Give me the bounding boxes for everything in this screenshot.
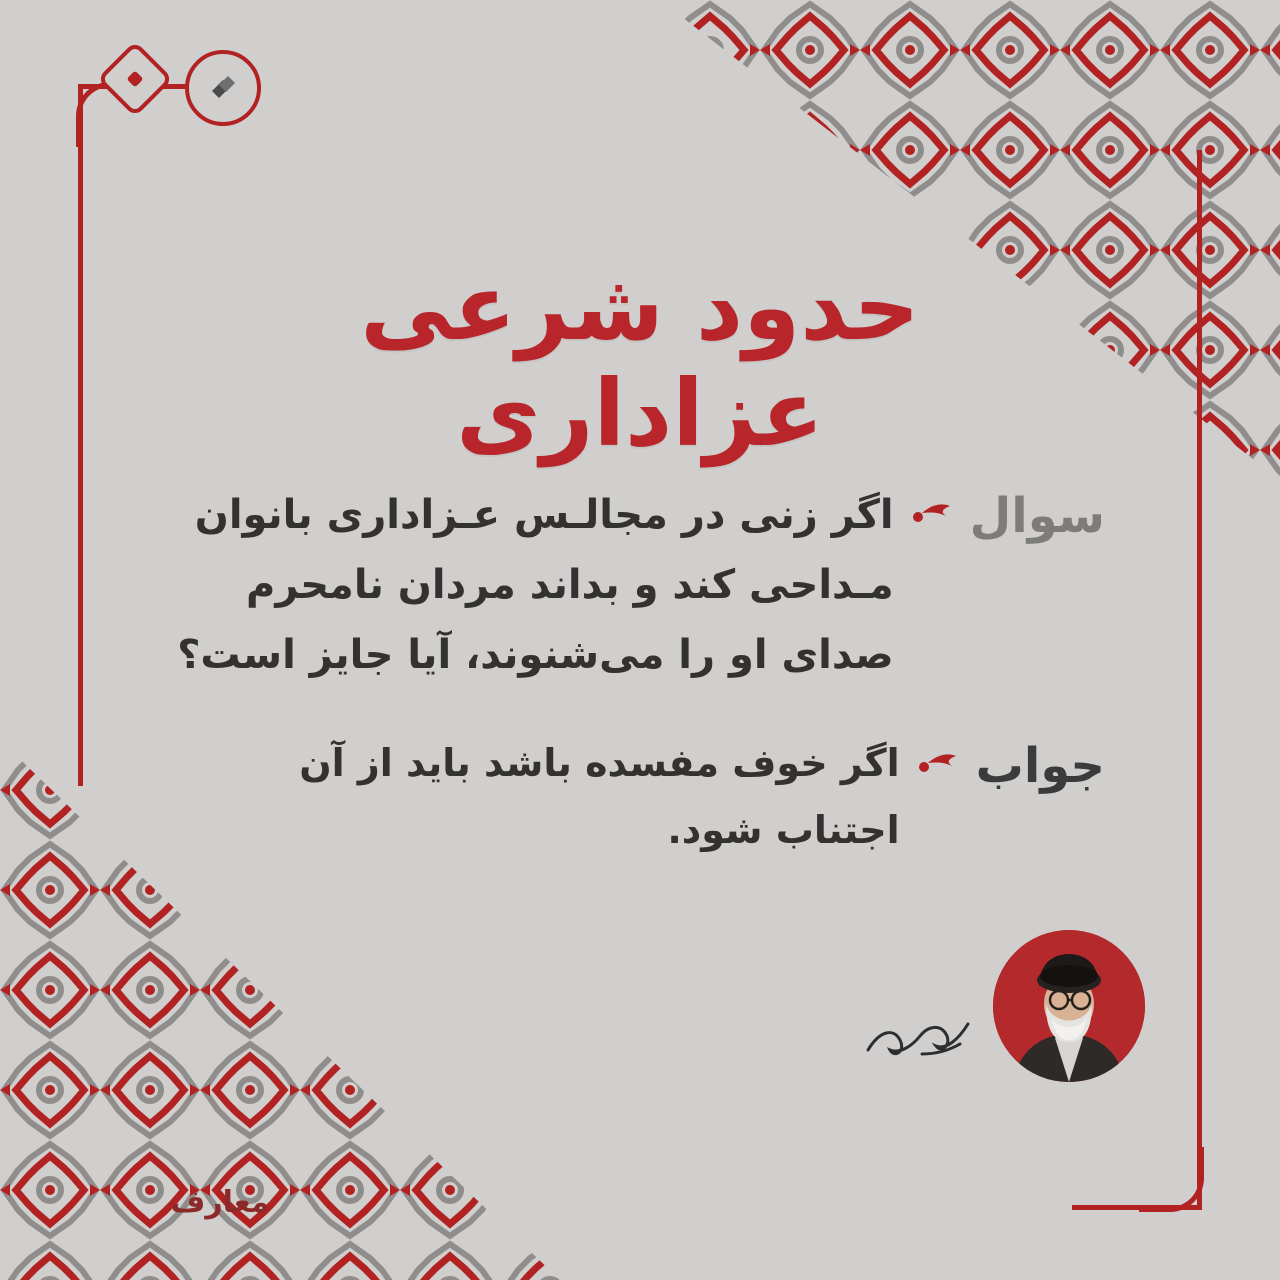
answer-block [175,730,1105,863]
page-title: حدود شرعی عزاداری [360,254,920,467]
bullet-icon [912,500,952,530]
answer-label: جواب [975,738,1105,794]
layers-icon [185,50,261,126]
brand-wordmark: معارف [170,1185,270,1220]
question-label: سوال [969,488,1105,544]
signature-mark [860,1010,980,1070]
answer-text: اگر خوف مفسده باشد باید از آن اجتناب شود. [299,741,900,852]
avatar [993,930,1145,1082]
frame-line-left [78,86,83,786]
frame-line-right [1197,150,1202,1210]
question-block [175,480,1105,690]
frame-corner-bottom-right [1139,1147,1204,1212]
bullet-icon [918,750,958,780]
question-text: اگر زنی در مجالـس عـزاداری بانوان مـداحی کند و بداند مردان نامحرم صدای او را می‌شنوند، آیا جایز است؟ [177,492,894,678]
